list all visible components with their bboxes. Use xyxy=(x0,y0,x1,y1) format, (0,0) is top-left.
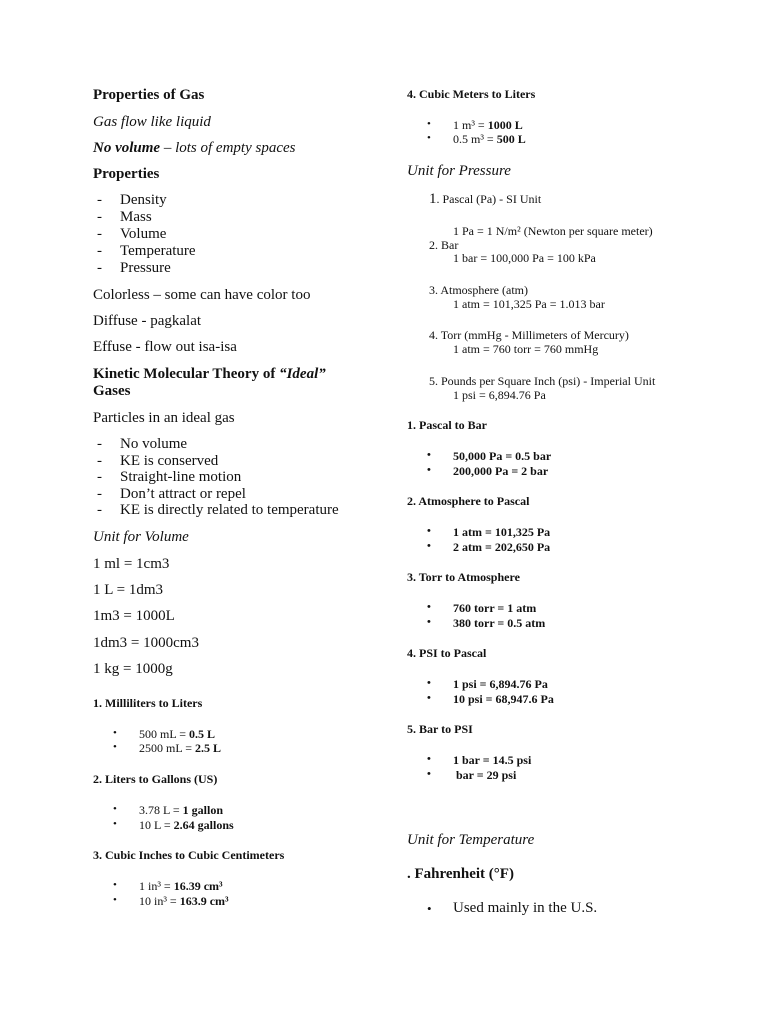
c1-title: 1. Pascal to Bar xyxy=(407,418,487,432)
volume-eq-5: 1 kg = 1000g xyxy=(93,661,173,677)
unit-pressure-heading: Unit for Pressure xyxy=(407,163,511,179)
no-volume-line xyxy=(93,140,295,157)
pressure-unit-5: 5. Pounds per Square Inch (psi) - Imperial Unit xyxy=(429,374,656,388)
list-item: - No volume xyxy=(97,436,188,452)
list-item: - Don’t attract or repel xyxy=(97,485,246,502)
list-item: - Density xyxy=(97,192,167,208)
properties-heading: Properties xyxy=(93,166,160,182)
pressure-unit-4: 4. Torr (mmHg - Millimeters of Mercury) xyxy=(429,328,629,342)
volume-eq-2: 1 L = 1dm3 xyxy=(93,582,163,598)
c5-title: 5. Bar to PSI xyxy=(407,722,473,736)
list-item: - KE is conserved xyxy=(97,452,219,469)
conv4-title: 4. Cubic Meters to Liters xyxy=(407,87,536,101)
colorless-line: Colorless – some can have color too xyxy=(93,287,311,303)
list-item: - Mass xyxy=(97,209,152,225)
c3-title: 3. Torr to Atmosphere xyxy=(407,570,520,584)
gas-flow-line: Gas flow like liquid xyxy=(93,114,211,130)
list-item: - KE is directly related to temperature xyxy=(97,502,339,519)
fahrenheit-heading: . Fahrenheit (°F) xyxy=(407,866,514,882)
list-item: - Straight-line motion xyxy=(97,469,242,486)
conv1-title: 1. Milliliters to Liters xyxy=(93,696,203,710)
no-volume-bold: No volume xyxy=(93,140,161,156)
kmt-heading: Kinetic Molecular Theory of “Ideal” xyxy=(93,366,326,382)
pressure-unit-3: 3. Atmosphere (atm) xyxy=(429,283,528,297)
properties-list xyxy=(93,192,353,277)
no-volume-rest: – lots of empty spaces xyxy=(160,140,296,156)
c2-title: 2. Atmosphere to Pascal xyxy=(407,494,530,508)
pressure-unit-3-eq: 1 atm = 101,325 Pa = 1.013 bar xyxy=(453,297,605,311)
particles-line: Particles in an ideal gas xyxy=(93,410,235,426)
pressure-unit-1: 1. Pascal (Pa) - SI Unit xyxy=(429,191,542,207)
volume-eq-3: 1m3 = 1000L xyxy=(93,608,175,624)
volume-eq-4: 1dm3 = 1000cm3 xyxy=(93,635,199,651)
diffuse-line: Diffuse - pagkalat xyxy=(93,313,202,329)
conv3-title: 3. Cubic Inches to Cubic Centimeters xyxy=(93,848,285,862)
pressure-unit-2-eq: 1 bar = 100,000 Pa = 100 kPa xyxy=(453,251,596,265)
unit-temperature-heading: Unit for Temperature xyxy=(407,832,535,848)
effuse-line: Effuse - flow out isa-isa xyxy=(93,339,237,355)
pressure-unit-2: 2. Bar xyxy=(429,238,459,252)
list-item: - Volume xyxy=(97,226,167,242)
pressure-unit-5-eq: 1 psi = 6,894.76 Pa xyxy=(453,388,546,402)
kmt-heading-line2: Gases xyxy=(93,383,131,399)
c4-title: 4. PSI to Pascal xyxy=(407,646,487,660)
volume-eq-1: 1 ml = 1cm3 xyxy=(93,556,170,572)
conv2-title: 2. Liters to Gallons (US) xyxy=(93,772,218,786)
list-item: - Pressure xyxy=(97,260,171,276)
pressure-unit-1-eq: 1 Pa = 1 N/m² (Newton per square meter) xyxy=(453,224,653,238)
list-item: - Temperature xyxy=(97,243,196,259)
ideal-gas-list xyxy=(93,436,373,519)
pressure-unit-4-eq: 1 atm = 760 torr = 760 mmHg xyxy=(453,342,599,356)
page-title: Properties of Gas xyxy=(93,87,205,103)
unit-volume-heading: Unit for Volume xyxy=(93,529,189,545)
